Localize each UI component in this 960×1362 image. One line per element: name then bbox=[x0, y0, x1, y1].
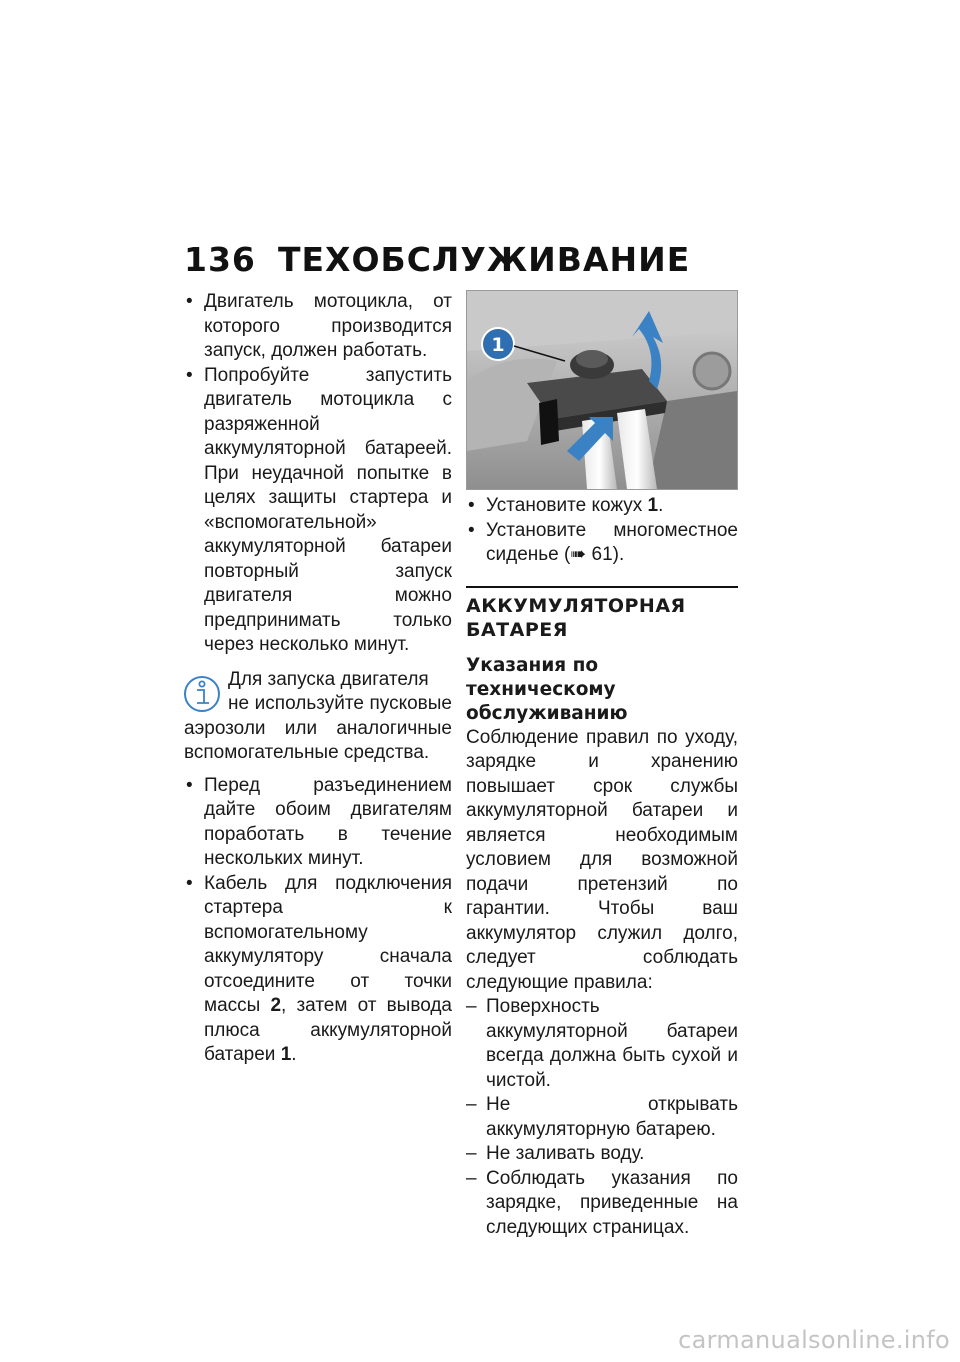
list-item: • Попробуйте запустить двигатель мотоцикла с разряженной аккумуляторной батареей. При неудачной попытке в целях защиты стартера и «вспомогательной» аккумуляторной батареи повторный запуск двигателя можно предпринимать только через несколько минут. bbox=[184, 364, 452, 658]
list-item: – Соблюдать указания по зарядке, приведенные на следующих страницах. bbox=[466, 1167, 738, 1241]
list-item bbox=[184, 872, 452, 1068]
page-title: ТЕХОБСЛУЖИВАНИЕ bbox=[278, 240, 691, 279]
page-reference: 61). bbox=[586, 544, 625, 565]
page-number: 136 bbox=[184, 240, 256, 279]
list-item: • Двигатель мотоцикла, от которого производится запуск, должен работать. bbox=[184, 290, 452, 364]
list-item-text: , затем от вывода плюса аккумуляторной батареи bbox=[204, 995, 452, 1065]
reference-number: 1 bbox=[280, 1044, 292, 1065]
info-icon bbox=[182, 672, 222, 716]
page-header bbox=[184, 240, 690, 279]
list-item-text: Кабель для подключения стартера к вспомогательному аккумулятору сначала отсоедините от точки массы bbox=[204, 872, 452, 1016]
list-item-text: Установите многоместное сиденье ( bbox=[486, 519, 738, 565]
list-item: – Не заливать воду. bbox=[466, 1142, 738, 1167]
reference-number: 2 bbox=[270, 995, 282, 1016]
body-paragraph: Соблюдение правил по уходу, зарядке и хранению повышает срок службы аккумуляторной батареи и является необходимым условием для возможной подачи претензий по гарантии. Чтобы ваш аккумулятор служил долго, следует соблюдать следующие правила: bbox=[466, 726, 738, 993]
list-item bbox=[466, 519, 738, 568]
punctuation: . bbox=[291, 1044, 297, 1065]
right-column bbox=[466, 290, 738, 1240]
photo-illustration bbox=[467, 291, 737, 489]
list-item bbox=[466, 494, 738, 519]
left-column bbox=[184, 290, 452, 1068]
watermark: carmanualsonline.info bbox=[678, 1326, 950, 1354]
page-reference-arrow-icon: ➠ bbox=[570, 544, 587, 565]
photo-callout-label: 1 bbox=[491, 334, 505, 356]
list-item: • Перед разъединением дайте обоим двигателям поработать в течение нескольких минут. bbox=[184, 774, 452, 872]
list-item-text: Установите кожух bbox=[486, 495, 643, 516]
subsection-title: Указания по техническому обслуживанию bbox=[466, 654, 628, 724]
list-item: – Не открывать аккумуляторную батарею. bbox=[466, 1093, 738, 1142]
list-item: – Поверхность аккумуляторной батареи всегда должна быть сухой и чистой. bbox=[466, 995, 738, 1093]
note-first-line: Для запуска двигателя bbox=[228, 668, 429, 690]
section-title: АККУМУЛЯТОРНАЯ БАТАРЕЯ bbox=[466, 586, 738, 642]
note-text: не используйте пусковые аэрозоли или аналогичные вспомогательные средства. bbox=[184, 693, 452, 763]
reference-number: 1 bbox=[647, 495, 659, 516]
info-note bbox=[184, 668, 452, 766]
punctuation: . bbox=[658, 495, 664, 516]
battery-cover-photo bbox=[466, 290, 738, 490]
